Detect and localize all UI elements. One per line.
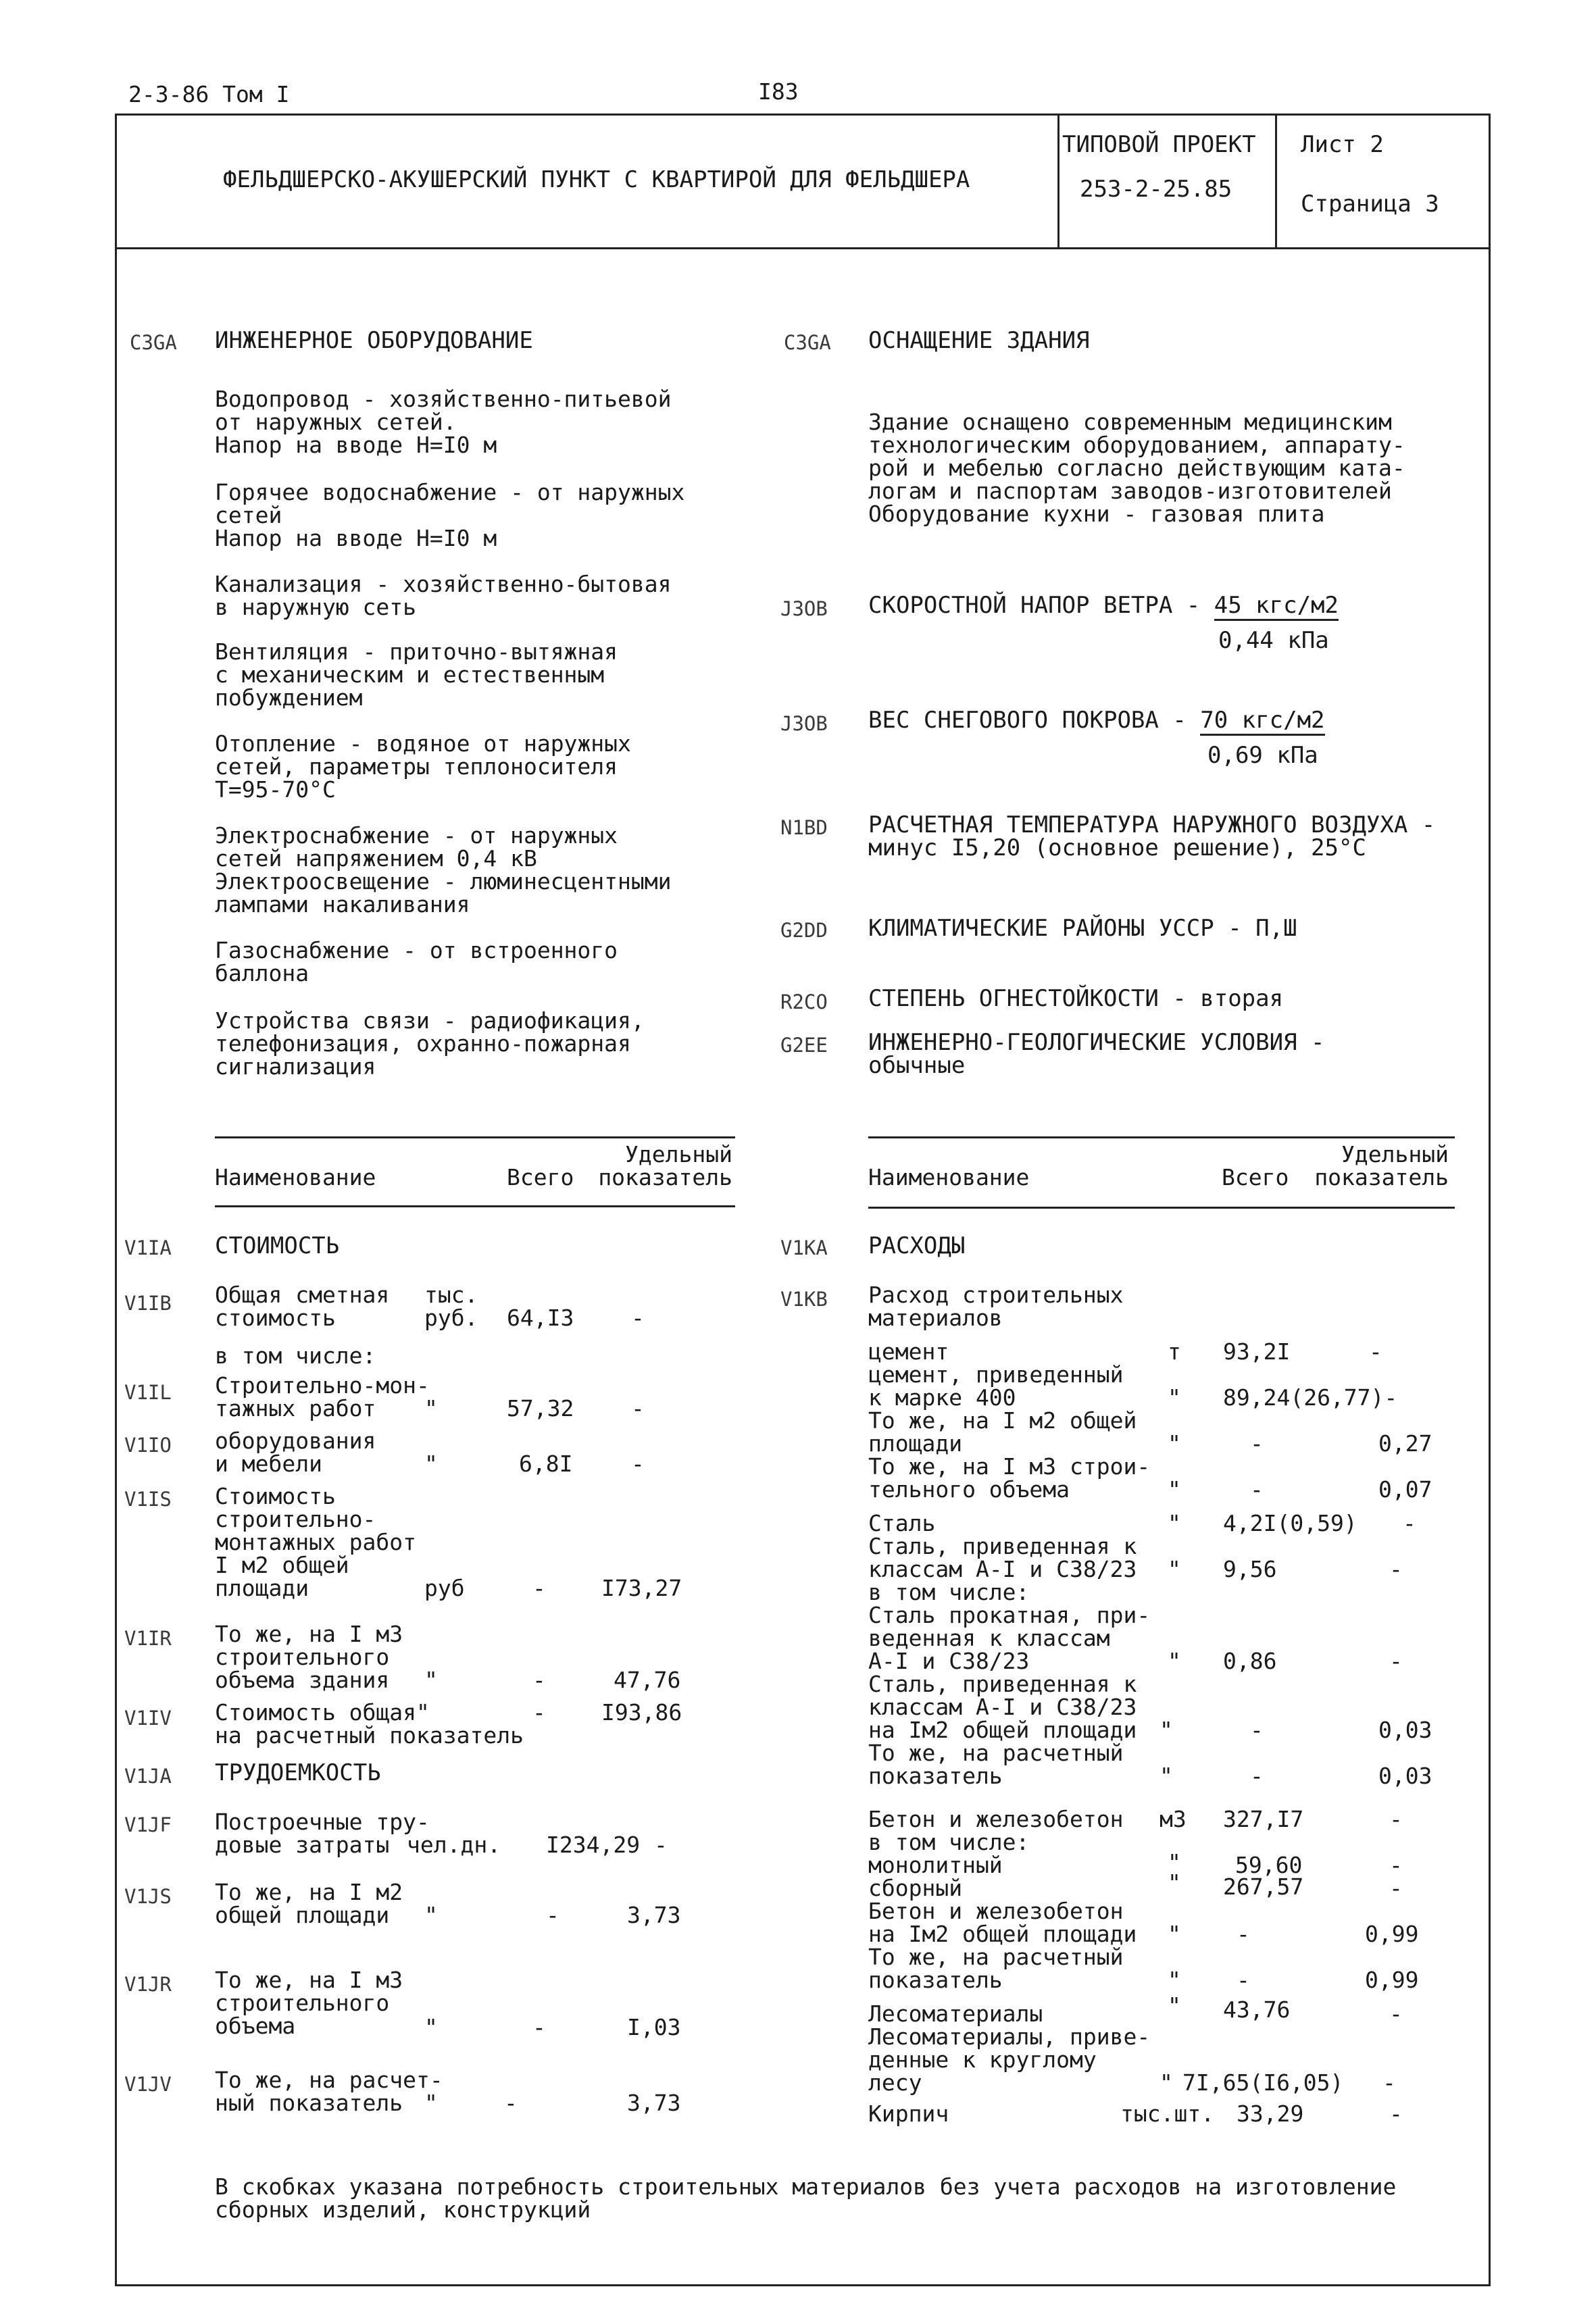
row-unit: тыс. руб. bbox=[424, 1282, 478, 1331]
row-name: Построечные тру- довые затраты bbox=[215, 1809, 430, 1858]
row-unit: " bbox=[1168, 1648, 1181, 1674]
row-specific: - bbox=[1369, 1338, 1382, 1365]
param-snow-load bbox=[868, 708, 1325, 732]
param-value: 45 кгс/м2 bbox=[1214, 592, 1339, 621]
row-name: в том числе: Сталь прокатная, при- веденная к классам А-I и С38/23 bbox=[868, 1579, 1151, 1674]
labor-heading: ТРУДОЕМКОСТЬ bbox=[215, 1759, 381, 1786]
row-code: V1KB bbox=[780, 1288, 828, 1311]
row-specific: - bbox=[1403, 1510, 1416, 1536]
table-rule-header-left bbox=[215, 1205, 735, 1207]
row-total: - bbox=[532, 1575, 546, 1601]
row-code: V1IV bbox=[124, 1707, 172, 1730]
row-code: V1JS bbox=[124, 1885, 172, 1908]
project-label: ТИПОВОЙ ПРОЕКТ bbox=[1062, 131, 1256, 158]
row-name: То же, на I м2 общей площади bbox=[215, 1879, 403, 1928]
row-total: 43,76 bbox=[1223, 1996, 1291, 2023]
row-specific: - bbox=[631, 1451, 645, 1477]
row-specific: I93,86 bbox=[601, 1699, 682, 1726]
column-header-total: Всего bbox=[1222, 1164, 1289, 1190]
row-total: - bbox=[1250, 1430, 1264, 1457]
column-header-specific: Удельный показатель bbox=[1314, 1141, 1449, 1190]
param-code: J3OB bbox=[780, 597, 828, 620]
row-name: То же, на расчетный показатель bbox=[868, 1944, 1124, 1993]
param-text: ВЕС СНЕГОВОГО ПОКРОВА - bbox=[868, 707, 1201, 734]
row-name: Общая сметная стоимость bbox=[215, 1282, 390, 1331]
sheet-label: Лист 2 bbox=[1301, 131, 1384, 158]
row-name: в том числе: монолитный bbox=[868, 1829, 1030, 1878]
table-rule-top-left bbox=[215, 1136, 735, 1138]
row-specific: 0,99 bbox=[1365, 1967, 1419, 1993]
row-name: Лесоматериалы, приве- денные к круглому лесу bbox=[868, 2023, 1151, 2096]
row-name: Расход строительных материалов bbox=[868, 1282, 1124, 1331]
paragraph-sewerage: Канализация - хозяйственно-бытовая в наружную сеть bbox=[215, 571, 672, 620]
column-header-specific: Удельный показатель bbox=[598, 1141, 732, 1190]
param-code: J3OB bbox=[780, 712, 828, 735]
row-specific: I,03 bbox=[627, 2014, 681, 2040]
row-unit: " bbox=[1168, 1510, 1181, 1536]
row-name: Кирпич bbox=[868, 2101, 949, 2127]
column-header-name: Наименование bbox=[215, 1164, 376, 1190]
param-code: N1BD bbox=[780, 816, 828, 839]
row-name: Сталь, приведенная к классам А-I и С38/23 на Iм2 общей площади bbox=[868, 1671, 1137, 1743]
row-total: 59,60 bbox=[1235, 1852, 1303, 1878]
cost-heading-code: V1IA bbox=[124, 1236, 172, 1259]
row-total: - bbox=[532, 1667, 546, 1693]
row-code: V1IL bbox=[124, 1381, 172, 1404]
row-specific: - bbox=[1389, 2101, 1403, 2127]
row-total: - bbox=[1237, 1967, 1250, 1993]
row-unit: " bbox=[424, 1395, 438, 1422]
row-total: 89,24(26,77)- bbox=[1223, 1384, 1398, 1411]
row-unit: тыс.шт. bbox=[1120, 2101, 1215, 2127]
row-unit: " bbox=[1159, 1717, 1173, 1743]
row-specific: - bbox=[1389, 1556, 1403, 1582]
title-block-divider-2 bbox=[1275, 114, 1277, 249]
paragraph-communications: Устройства связи - радиофикация, телефонизация, охранно-пожарная сигнализация bbox=[215, 1007, 645, 1080]
row-total: - bbox=[532, 1699, 546, 1726]
row-specific: I73,27 bbox=[601, 1575, 682, 1601]
column-header-total: Всего bbox=[507, 1164, 574, 1190]
title-block-divider-1 bbox=[1057, 114, 1059, 249]
section-code: C3GA bbox=[784, 331, 831, 354]
row-total: 6,8I bbox=[519, 1451, 573, 1477]
row-total: - bbox=[1250, 1763, 1264, 1789]
row-total: 0,86 bbox=[1223, 1648, 1277, 1674]
row-total: 33,29 bbox=[1237, 2101, 1304, 2127]
row-total: - bbox=[532, 2014, 546, 2040]
param-wind-pressure bbox=[868, 593, 1339, 618]
paragraph-hot-water: Горячее водоснабжение - от наружных сетей Напор на вводе Н=I0 м bbox=[215, 479, 685, 551]
param-code: G2DD bbox=[780, 919, 828, 942]
row-unit: " bbox=[1168, 1849, 1181, 1876]
row-unit: " bbox=[1159, 1763, 1173, 1789]
row-specific: 0,03 bbox=[1378, 1717, 1432, 1743]
row-specific: - bbox=[631, 1305, 645, 1331]
param-value-secondary: 0,69 кПа bbox=[1207, 742, 1318, 769]
row-unit: " bbox=[424, 2090, 438, 2116]
row-unit: " bbox=[1168, 1992, 1181, 2019]
row-unit: " bbox=[1168, 1921, 1181, 1947]
title-block-bottom-rule bbox=[115, 247, 1491, 249]
footnote: В скобках указана потребность строительных материалов без учета расходов на изготовление сборных изделий, конструкций bbox=[215, 2173, 1397, 2223]
row-total: - bbox=[504, 2090, 518, 2116]
row-specific: - bbox=[1389, 1852, 1403, 1878]
row-name: Строительно-мон- тажных работ bbox=[215, 1372, 430, 1422]
page-label: Страница 3 bbox=[1301, 191, 1439, 218]
row-unit: " bbox=[424, 1667, 438, 1693]
materials-heading-code: V1KA bbox=[780, 1236, 828, 1259]
row-code: V1IR bbox=[124, 1627, 172, 1650]
row-total: 9,56 bbox=[1223, 1556, 1277, 1582]
row-specific: - bbox=[1389, 1875, 1403, 1901]
row-unit: " bbox=[1168, 1384, 1181, 1411]
row-unit: " bbox=[1168, 1967, 1181, 1993]
paragraph-power-supply: Электроснабжение - от наружных сетей напряжением 0,4 кВ Электроосвещение - люминесцентными лампами накаливания bbox=[215, 822, 672, 917]
row-specific: - bbox=[1382, 2069, 1396, 2096]
row-specific: - bbox=[654, 1832, 668, 1858]
row-total: - bbox=[546, 1902, 559, 1928]
row-specific: 0,03 bbox=[1378, 1763, 1432, 1789]
row-total: 4,2I(0,59) bbox=[1223, 1510, 1357, 1536]
row-unit: чел.дн. bbox=[407, 1832, 501, 1858]
row-specific: - bbox=[631, 1395, 645, 1422]
page-number: I83 bbox=[758, 78, 799, 105]
row-unit: " bbox=[1168, 1476, 1181, 1503]
param-climatic-regions: КЛИМАТИЧЕСКИЕ РАЙОНЫ УССР - П,Ш bbox=[868, 915, 1297, 942]
row-unit: " bbox=[1159, 2069, 1173, 2096]
paragraph-gas-supply: Газоснабжение - от встроенного баллона bbox=[215, 937, 618, 986]
row-name: То же, на I м3 строительного объема bbox=[215, 1967, 403, 2039]
labor-heading-code: V1JA bbox=[124, 1765, 172, 1788]
row-unit: " bbox=[424, 1902, 438, 1928]
row-code: V1IB bbox=[124, 1292, 172, 1315]
param-value-secondary: 0,44 кПа bbox=[1218, 627, 1329, 654]
row-code: V1JR bbox=[124, 1973, 172, 1996]
row-name: Сталь bbox=[868, 1510, 936, 1536]
row-specific: 0,07 bbox=[1378, 1476, 1432, 1503]
materials-heading: РАСХОДЫ bbox=[868, 1232, 966, 1259]
row-total: - bbox=[1237, 1921, 1250, 1947]
param-design-temperature: РАСЧЕТНАЯ ТЕМПЕРАТУРА НАРУЖНОГО ВОЗДУХА - минус I5,20 (основное решение), 25°С bbox=[868, 811, 1436, 861]
row-specific: 0,27 bbox=[1378, 1430, 1432, 1457]
row-code: V1IS bbox=[124, 1488, 172, 1511]
paragraph-water-supply: Водопровод - хозяйственно-питьевой от наружных сетей. Напор на вводе Н=I0 м bbox=[215, 386, 672, 458]
row-name: То же, на I м3 строительного объема здания bbox=[215, 1621, 403, 1693]
row-unit: " bbox=[1168, 1430, 1181, 1457]
row-name: Лесоматериалы bbox=[868, 2001, 1043, 2027]
paragraph-ventilation: Вентиляция - приточно-вытяжная с механическим и естественным побуждением bbox=[215, 638, 618, 711]
row-name: сборный bbox=[868, 1875, 963, 1901]
row-name: То же, на I м2 общей площади bbox=[868, 1407, 1137, 1457]
param-geological-conditions: ИНЖЕНЕРНО-ГЕОЛОГИЧЕСКИЕ УСЛОВИЯ - обычные bbox=[868, 1029, 1325, 1079]
row-name: Бетон и железобетон bbox=[868, 1806, 1124, 1832]
row-total: 7I,65(I6,05) bbox=[1182, 2069, 1344, 2096]
row-total: I234,29 bbox=[546, 1832, 641, 1858]
row-name: Бетон и железобетон на Iм2 общей площади bbox=[868, 1898, 1137, 1947]
row-name: То же, на I м3 строи- тельного объема bbox=[868, 1453, 1151, 1503]
row-total: - bbox=[1250, 1717, 1264, 1743]
row-specific: 3,73 bbox=[627, 1902, 681, 1928]
row-specific: - bbox=[1389, 1648, 1403, 1674]
param-text: СКОРОСТНОЙ НАПОР ВЕТРА - bbox=[868, 592, 1214, 619]
row-unit: руб bbox=[424, 1575, 465, 1601]
paragraph-equipment: Здание оснащено современным медицинским технологическим оборудованием, аппарату- рой и мебелью согласно действующим ката- логам и паспортам заводов-изготовителей Оборудование кухни - газовая плита bbox=[868, 409, 1405, 527]
row-unit: м3 bbox=[1159, 1806, 1187, 1832]
row-code: V1JV bbox=[124, 2073, 172, 2096]
param-fire-resistance: СТЕПЕНЬ ОГНЕСТОЙКОСТИ - вторая bbox=[868, 985, 1284, 1012]
row-name: Стоимость строительно- монтажных работ I м2 общей площади bbox=[215, 1483, 417, 1601]
section-title-engineering: ИНЖЕНЕРНОЕ ОБОРУДОВАНИЕ bbox=[215, 327, 533, 354]
row-name: цемент bbox=[868, 1338, 949, 1365]
row-total: 64,I3 bbox=[507, 1305, 574, 1331]
row-name: цемент, приведенный к марке 400 bbox=[868, 1361, 1124, 1411]
cost-heading: СТОИМОСТЬ bbox=[215, 1232, 340, 1259]
row-specific: 3,73 bbox=[627, 2090, 681, 2116]
row-specific: 0,99 bbox=[1365, 1921, 1419, 1947]
param-value: 70 кгс/м2 bbox=[1200, 707, 1324, 736]
paragraph-heating: Отопление - водяное от наружных сетей, параметры теплоносителя Т=95-70°С bbox=[215, 730, 631, 803]
row-name: оборудования и мебели bbox=[215, 1428, 376, 1477]
table-rule-header-right bbox=[868, 1207, 1455, 1209]
row-unit: " bbox=[424, 2014, 438, 2040]
row-name: в том числе: bbox=[215, 1342, 376, 1369]
row-total: 267,57 bbox=[1223, 1873, 1304, 1900]
stamp-title: ФЕЛЬДШЕРСКО-АКУШЕРСКИЙ ПУНКТ С КВАРТИРОЙ ДЛЯ ФЕЛЬДШЕРА bbox=[223, 166, 970, 193]
row-unit: " bbox=[1168, 1556, 1181, 1582]
row-specific: - bbox=[1389, 1806, 1403, 1832]
row-unit: " bbox=[1168, 1869, 1181, 1896]
column-header-name: Наименование bbox=[868, 1164, 1030, 1190]
row-specific: - bbox=[1389, 2001, 1403, 2027]
project-number: 253-2-25.85 bbox=[1080, 176, 1232, 203]
row-total: 93,2I bbox=[1223, 1338, 1291, 1365]
document-reference: 2-3-86 Том I bbox=[128, 81, 290, 107]
row-name: Сталь, приведенная к классам А-I и С38/23 bbox=[868, 1533, 1137, 1582]
row-total: 57,32 bbox=[507, 1395, 574, 1422]
row-unit: " bbox=[424, 1451, 438, 1477]
row-name: То же, на расчет- ный показатель bbox=[215, 2067, 443, 2116]
table-rule-top-right bbox=[868, 1136, 1455, 1138]
row-name: Стоимость общая" на расчетный показатель bbox=[215, 1699, 524, 1749]
row-unit: т bbox=[1168, 1338, 1181, 1365]
param-code: R2CO bbox=[780, 990, 828, 1013]
row-total: 327,I7 bbox=[1223, 1806, 1304, 1832]
row-total: - bbox=[1250, 1476, 1264, 1503]
row-specific: 47,76 bbox=[614, 1667, 681, 1693]
section-title-equipment: ОСНАЩЕНИЕ ЗДАНИЯ bbox=[868, 327, 1090, 354]
param-code: G2EE bbox=[780, 1034, 828, 1057]
row-name: То же, на расчетный показатель bbox=[868, 1740, 1124, 1789]
section-code: C3GA bbox=[130, 331, 177, 354]
row-code: V1IO bbox=[124, 1434, 172, 1457]
row-code: V1JF bbox=[124, 1813, 172, 1836]
